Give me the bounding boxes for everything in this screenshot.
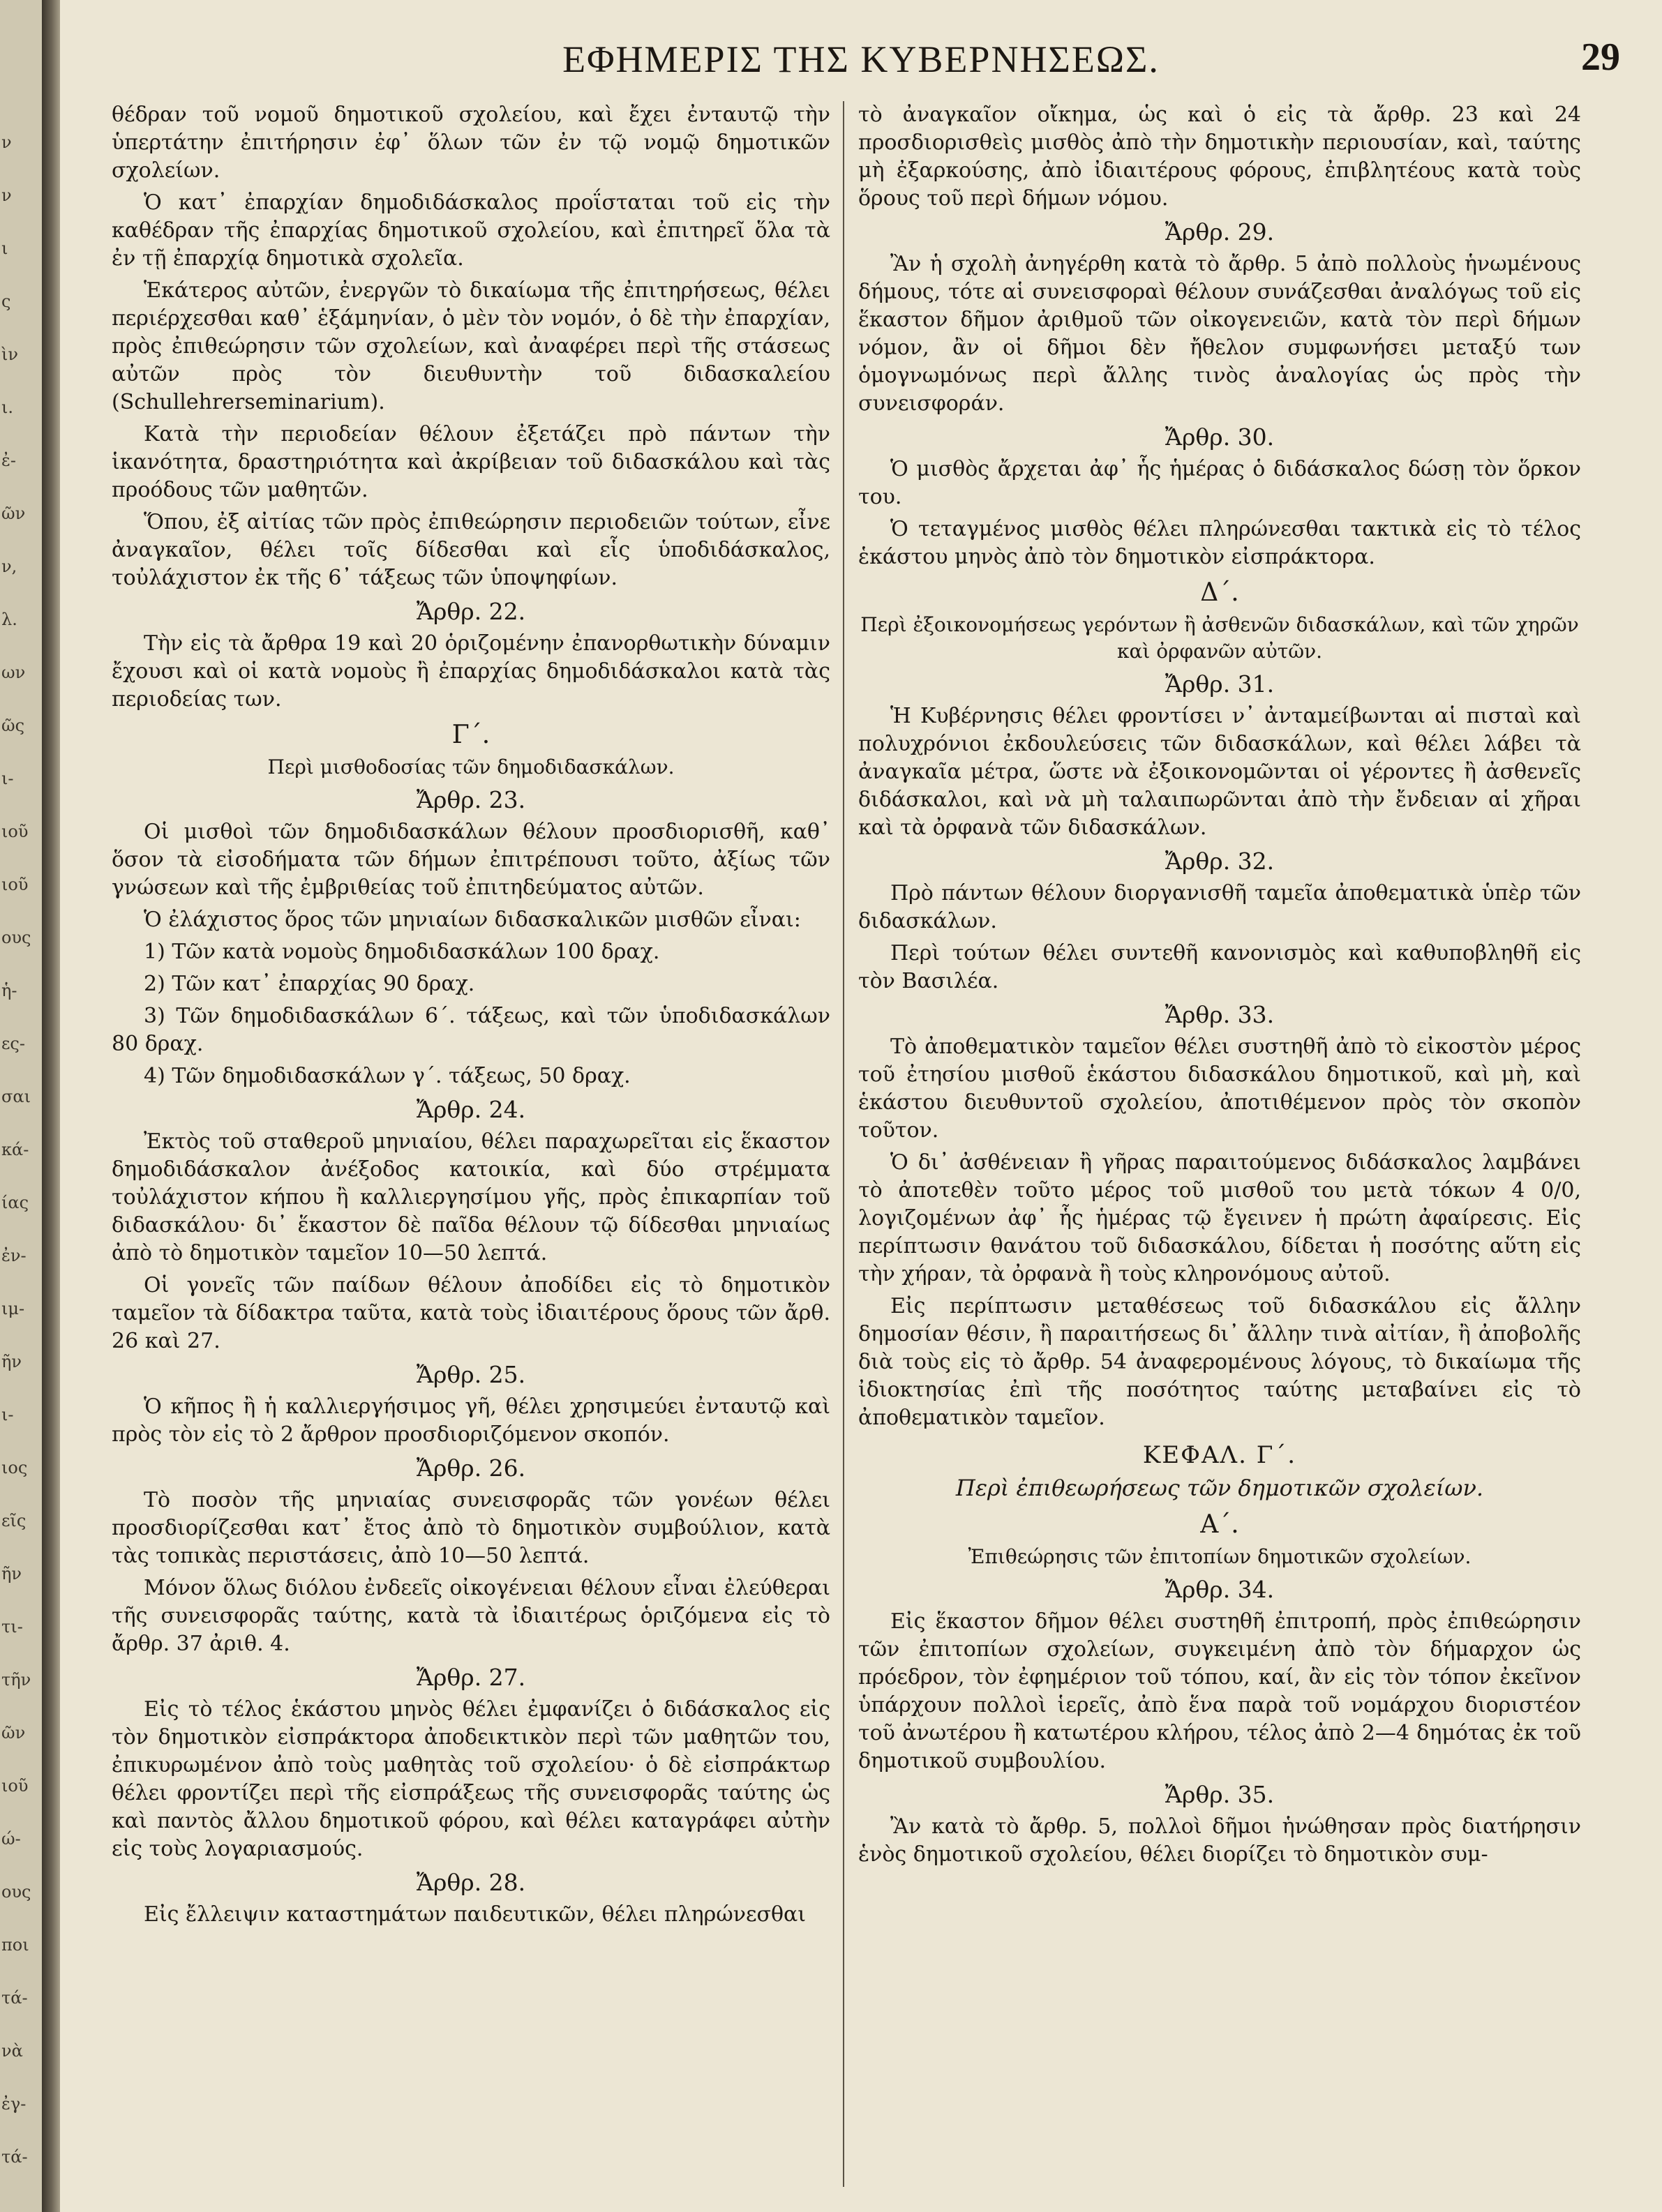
paragraph: Ἂν ἡ σχολὴ ἀνηγέρθη κατὰ τὸ ἄρθρ. 5 ἀπὸ πολλοὺς ἡνωμένους δήμους, τότε αἱ συνεισφοραὶ θέλουν συνάζεσθαι ἀναλόγως τοῦ εἰς ἕκαστον δῆμον ἀριθμοῦ τῶν οἰκογενειῶν, κατὰ τὸν περὶ δήμων νόμον, ἂν οἱ δῆμοι δὲν ἤθελον συμφωνήσει μεταξύ των ὁμογνωμόνως περὶ ἄλλης τινὸς ἀναλογίας ὡς πρὸς τὴν συνεισφοράν.	[858, 252, 1581, 416]
paragraph: θέδραν τοῦ νομοῦ δημοτικοῦ σχολείου, καὶ ἔχει ἐνταυτῷ τὴν ὑπερτάτην ἐπιτήρησιν ἐφ᾽ ὅλων τῶν ἐν τῷ νομῷ δημοτικῶν σχολείων.	[112, 103, 830, 183]
margin-fragment: τι-	[1, 1617, 23, 1637]
margin-fragment: τῆν	[1, 1670, 31, 1690]
left-page-gutter	[0, 0, 42, 2212]
margin-fragment: ῶν	[1, 1723, 26, 1743]
article-heading: Ἄρθρ. 28.	[416, 1869, 526, 1896]
margin-fragment: ιοῦ	[1, 875, 29, 894]
margin-fragment: ν,	[1, 557, 17, 576]
article-heading: Ἄρθρ. 26.	[416, 1454, 526, 1482]
margin-fragment: ίας	[1, 1193, 29, 1212]
margin-fragment: τά-	[1, 1988, 28, 2008]
margin-fragment: ες-	[1, 1034, 25, 1053]
paragraph: Ὁ μισθὸς ἄρχεται ἀφ᾽ ἧς ἡμέρας ὁ διδάσκαλος δώσῃ τὸν ὅρκον του.	[858, 457, 1581, 509]
margin-fragment: ν	[1, 133, 12, 152]
paragraph: τὸ ἀναγκαῖον οἴκημα, ὡς καὶ ὁ εἰς τὰ ἄρθρ. 23 καὶ 24 προσδιορισθεὶς μισθὸς ἀπὸ τὴν δημοτικὴν περιουσίαν, καὶ, ταύτης μὴ ἐξαρκούσης, ἀπὸ ἰδιαιτέρους φόρους, ἐπιβλητέους κατὰ τοὺς ὅρους τοῦ περὶ δήμων νόμου.	[858, 103, 1581, 211]
margin-fragment: ῆν	[1, 1352, 22, 1371]
margin-fragment: ῆν	[1, 1564, 22, 1583]
paragraph: Ὁ τεταγμένος μισθὸς θέλει πληρώνεσθαι τακτικὰ εἰς τὸ τέλος ἑκάστου μηνὸς ἀπὸ τὸν δημοτικὸν εἰσπράκτορα.	[858, 517, 1581, 569]
section-letter: Γ΄.	[451, 721, 491, 749]
article-heading: Ἄρθρ. 32.	[1165, 848, 1275, 875]
margin-fragment: ι-	[1, 769, 14, 788]
book-spine	[42, 0, 60, 2212]
paragraph: Ὁ κῆπος ἢ ἡ καλλιεργήσιμος γῆ, θέλει χρησιμεύει ἐνταυτῷ καὶ πρὸς τὸν εἰς τὸ 2 ἄρθρον προσδιοριζόμενον σκοπόν.	[112, 1394, 830, 1447]
margin-fragment: τά-	[1, 2147, 28, 2167]
article-heading: Ἄρθρ. 23.	[416, 786, 526, 813]
column-divider	[843, 101, 844, 2187]
margin-fragment: ποι	[1, 1935, 29, 1955]
section-title: Περὶ ἐξοικονομήσεως γερόντων ἢ ἀσθενῶν διδασκάλων, καὶ τῶν χηρῶν καὶ ὀρφανῶν αὐτῶν.	[860, 613, 1579, 663]
article-heading: Ἄρθρ. 34.	[1165, 1576, 1275, 1603]
paragraph: Ὁ κατ᾽ ἐπαρχίαν δημοδιδάσκαλος προΐσταται τοῦ εἰς τὴν καθέδραν τῆς ἐπαρχίας δημοτικοῦ σχολείου, καὶ ἐπιτηρεῖ ὅλα τὰ ἐν τῇ ἐπαρχίᾳ δημοτικὰ σχολεῖα.	[112, 190, 830, 271]
paragraph: Κατὰ τὴν περιοδείαν θέλουν ἐξετάζει πρὸ πάντων τὴν ἱκανότητα, δραστηριότητα καὶ ἀκρίβειαν τοῦ διδασκάλου καὶ τὰς προόδους τῶν μαθητῶν.	[112, 422, 830, 502]
margin-fragment: ἡ-	[1, 981, 17, 1000]
page-title: ΕΦΗΜΕΡΙΣ ΤΗΣ ΚΥΒΕΡΝΗΣΕΩΣ.	[562, 38, 1160, 80]
paragraph: 1) Τῶν κατὰ νομοὺς δημοδιδασκάλων 100 δραχ.	[144, 940, 660, 964]
margin-fragment: κά-	[1, 1140, 29, 1159]
margin-fragment: ῶν	[1, 504, 26, 523]
article-heading: Ἄρθρ. 30.	[1165, 423, 1275, 451]
paragraph: Τὸ ἀποθεματικὸν ταμεῖον θέλει συστηθῆ ἀπὸ τὸ εἰκοστὸν μέρος τοῦ ἐτησίου μισθοῦ ἑκάστου διδασκάλου δημοτικοῦ, καὶ μὴ, καὶ ἑκάστου διευθυντοῦ σχολείου, ἀποτιθέμενον πρὸς τὸν σκοπὸν τοῦτον.	[858, 1034, 1581, 1143]
paragraph: 3) Τῶν δημοδιδασκάλων 6΄. τάξεως, καὶ τῶν ὑποδιδασκάλων 80 δραχ.	[112, 1004, 830, 1056]
paragraph: 2) Τῶν κατ᾽ ἐπαρχίας 90 δραχ.	[144, 972, 475, 996]
margin-fragment: ώ-	[1, 1829, 21, 1849]
margin-fragment: ἐγ-	[1, 2094, 27, 2114]
article-heading: Ἄρθρ. 29.	[1165, 218, 1275, 246]
margin-fragment: ς	[1, 292, 11, 311]
right-column	[858, 101, 1581, 2187]
page-number: 29	[1581, 36, 1620, 79]
margin-fragment: ι-	[1, 1405, 14, 1424]
section-letter: Α΄.	[1200, 1510, 1239, 1539]
paragraph: 4) Τῶν δημοδιδασκάλων γ΄. τάξεως, 50 δραχ.	[144, 1064, 631, 1088]
margin-fragment: σαι	[1, 1087, 31, 1106]
margin-fragment: ους	[1, 928, 31, 947]
article-heading: Ἄρθρ. 33.	[1165, 1001, 1275, 1028]
chapter-heading: ΚΕΦΑΛ. Γ΄.	[1142, 1441, 1297, 1469]
page	[60, 0, 1662, 2212]
margin-fragment: ους	[1, 1882, 31, 1902]
paragraph: Ὁ δι᾽ ἀσθένειαν ἢ γῆρας παραιτούμενος διδάσκαλος λαμβάνει τὸ ἀποτεθὲν τοῦτο μέρος τοῦ μισθοῦ του μετὰ τόκων 4 0/0, λογιζομένων ἀφ᾽ ἧς ἡμέρας τῷ ἔγεινεν ἡ πρώτη ἀφαίρεσις. Εἰς περίπτωσιν θανάτου τοῦ διδασκάλου, δίδεται ἡ ποσότης αὕτη εἰς τὴν χήραν, τὰ ὀρφανὰ ἢ τοὺς κληρονόμους αὐτοῦ.	[858, 1150, 1581, 1286]
paragraph: Εἰς τὸ τέλος ἑκάστου μηνὸς θέλει ἐμφανίζει ὁ διδάσκαλος εἰς τὸν δημοτικὸν εἰσπράκτορα ἀποδεικτικὸν περὶ τῶν μαθητῶν του, ἐπικυρωμένον ἀπὸ τοὺς μαθητὰς τοῦ σχολείου· ὁ δὲ εἰσπράκτωρ θέλει φροντίζει περὶ τῆς εἰσπράξεως τῆς συνεισφορᾶς ταύτης ὡς καὶ παντὸς ἄλλου δημοτικοῦ φόρου, καὶ θέλει καταγράφει αὐτὴν εἰς τοὺς λογαριασμούς.	[112, 1697, 830, 1861]
left-column	[112, 101, 830, 2187]
margin-fragment: ιος	[1, 1458, 28, 1477]
paragraph: Ἡ Κυβέρνησις θέλει φροντίσει ν᾽ ἀνταμείβωνται αἱ πισταὶ καὶ πολυχρόνιοι ἐκδουλεύσεις τῶν διδασκάλων, καὶ θέλει λάβει τὰ ἀναγκαῖα μέτρα, ὥστε νὰ ἐξοικονομῶνται οἱ γέροντες ἢ ἀσθενεῖς διδάσκαλοι, καὶ νὰ μὴ ταλαιπωρῶνται ἀπὸ τὴν ἔνδειαν αἱ χῆραι καὶ τὰ ὀρφανὰ τῶν διδασκάλων.	[858, 704, 1581, 840]
margin-fragment: ιμ-	[1, 1299, 25, 1318]
paragraph: Οἱ γονεῖς τῶν παίδων θέλουν ἀποδίδει εἰς τὸ δημοτικὸν ταμεῖον τὰ δίδακτρα ταῦτα, κατὰ τοὺς ἰδιαιτέρους ὅρους τῶν ἄρθ. 26 καὶ 27.	[112, 1273, 830, 1353]
margin-fragment: ιοῦ	[1, 822, 29, 841]
chapter-title: Περὶ ἐπιθεωρήσεως τῶν δημοτικῶν σχολείων.	[955, 1475, 1484, 1501]
article-heading: Ἄρθρ. 22.	[416, 598, 526, 625]
margin-fragment: ιοῦ	[1, 1776, 29, 1796]
paragraph: Μόνον ὅλως διόλου ἐνδεεῖς οἰκογένειαι θέλουν εἶναι ἐλεύθεραι τῆς συνεισφορᾶς ταύτης, κατὰ τὰ ἰδιαιτέρως ὁριζόμενα εἰς τὸ ἄρθρ. 37 ἀριθ. 4.	[112, 1576, 830, 1656]
margin-fragment: ἐν-	[1, 1246, 27, 1265]
article-heading: Ἄρθρ. 25.	[416, 1361, 526, 1388]
margin-fragment: ων	[1, 663, 26, 682]
margin-fragment: ἐ-	[1, 451, 16, 470]
section-title: Ἐπιθεώρησις τῶν ἐπιτοπίων δημοτικῶν σχολείων.	[968, 1545, 1472, 1568]
paragraph: Οἱ μισθοὶ τῶν δημοδιδασκάλων θέλουν προσδιορισθῆ, καθ᾽ ὅσον τὰ εἰσοδήματα τῶν δήμων ἐπιτρέπουσι τοῦτο, ἀξίως τῶν γνώσεων καὶ τῆς ἐμβριθείας τοῦ ἐπιτηδεύματος αὐτῶν.	[112, 820, 830, 900]
paragraph: Εἰς ἕκαστον δῆμον θέλει συστηθῆ ἐπιτροπή, πρὸς ἐπιθεώρησιν τῶν ἐπιτοπίων σχολείων, συγκειμένη ἀπὸ τὸν δήμαρχον ὡς πρόεδρον, τὸν ἐφημέριον τοῦ τόπου, καί, ἂν εἰς τὸν τόπον ἐκεῖνον ὑπάρχουν πολλοὶ ἱερεῖς, ἀπὸ ἕνα παρὰ τοῦ νομάρχου διοριστέον τοῦ ἀνωτέρου ἢ κατωτέρου κλήρου, τέλος ἀπὸ 2—4 δημότας ἐκ τοῦ δημοτικοῦ συμβουλίου.	[858, 1609, 1581, 1773]
margin-fragment: ι	[1, 239, 8, 258]
paragraph: Τὸ ποσὸν τῆς μηνιαίας συνεισφορᾶς τῶν γονέων θέλει προσδιορίζεσθαι κατ᾽ ἔτος ἀπὸ τὸ δημοτικὸν συμβούλιον, κατὰ τὰς τοπικὰς περιστάσεις, ἀπὸ 10—50 λεπτά.	[112, 1488, 830, 1568]
margin-fragment: ὶν	[1, 345, 18, 364]
paragraph: Περὶ τούτων θέλει συντεθῆ κανονισμὸς καὶ καθυποβληθῆ εἰς τὸν Βασιλέα.	[858, 941, 1581, 993]
article-heading: Ἄρθρ. 24.	[416, 1096, 526, 1123]
margin-fragment: εῖς	[1, 1511, 27, 1530]
article-heading: Ἄρθρ. 31.	[1165, 670, 1275, 698]
paragraph: Ὅπου, ἐξ αἰτίας τῶν πρὸς ἐπιθεώρησιν περιοδειῶν τούτων, εἶνε ἀναγκαῖον, θέλει τοῖς δίδεσθαι καὶ εἷς ὑποδιδάσκαλος, τοὐλάχιστον ἐκ τῆς 6᾽ τάξεως τῶν ὑποψηφίων.	[112, 510, 830, 590]
article-heading: Ἄρθρ. 27.	[416, 1664, 526, 1691]
section-title: Περὶ μισθοδοσίας τῶν δημοδιδασκάλων.	[267, 755, 675, 778]
margin-fragment: ι.	[1, 398, 14, 417]
paragraph: Ἐκτὸς τοῦ σταθεροῦ μηνιαίου, θέλει παραχωρεῖται εἰς ἕκαστον δημοδιδάσκαλον ἀνέξοδος κατοικία, καὶ δύο στρέμματα τοὐλάχιστον κήπου ἢ καλλιεργησίμου γῆς, πρὸς ἐπικαρπίαν τοῦ διδασκάλου· δι᾽ ἕκαστον δὲ παῖδα θέλουν τῷ δίδεσθαι μηνιαίως ἀπὸ τὸ δημοτικὸν ταμεῖον 10—50 λεπτά.	[112, 1129, 830, 1265]
paragraph: Εἰς περίπτωσιν μεταθέσεως τοῦ διδασκάλου εἰς ἄλλην δημοσίαν θέσιν, ἢ παραιτήσεως δι᾽ ἄλλην τινὰ αἰτίαν, ἢ ἀποβολῆς διὰ τοὺς εἰς τὸ ἄρθρ. 54 ἀναφερομένους λόγους, τὸ δικαίωμα τῆς ἰδιοκτησίας ἐπὶ τῆς ποσότητος ταύτης μεταβαίνει εἰς τὸ ἀποθεματικὸν ταμεῖον.	[858, 1294, 1581, 1430]
paragraph: Ὁ ἐλάχιστος ὅρος τῶν μηνιαίων διδασκαλικῶν μισθῶν εἶναι:	[144, 908, 801, 932]
margin-fragment: λ.	[1, 610, 17, 629]
paragraph: Τὴν εἰς τὰ ἄρθρα 19 καὶ 20 ὁριζομένην ἐπανορθωτικὴν δύναμιν ἔχουσι καὶ οἱ κατὰ νομοὺς ἢ ἐπαρχίας δημοδιδάσκαλοι κατὰ τὰς περιοδείας των.	[112, 631, 830, 712]
paragraph: Ἂν κατὰ τὸ ἄρθρ. 5, πολλοὶ δῆμοι ἡνώθησαν πρὸς διατήρησιν ἑνὸς δημοτικοῦ σχολείου, θέλει διορίζει τὸ δημοτικὸν συμ-	[858, 1814, 1581, 1867]
page-header	[60, 28, 1662, 91]
margin-fragment: ῶς	[1, 716, 25, 735]
paragraph: Πρὸ πάντων θέλουν διοργανισθῆ ταμεῖα ἀποθεματικὰ ὑπὲρ τῶν διδασκάλων.	[858, 881, 1581, 933]
paragraph: Ἑκάτερος αὐτῶν, ἐνεργῶν τὸ δικαίωμα τῆς ἐπιτηρήσεως, θέλει περιέρχεσθαι καθ᾽ ἑξάμηνίαν, ὁ μὲν τὸν νομόν, ὁ δὲ τὴν ἐπαρχίαν, πρὸς ἐπιθεώρησιν τῶν σχολείων, καὶ ἀναφέρει περὶ τῆς στάσεως αὐτῶν πρὸς τὸν διευθυντὴν τοῦ διδασκαλείου (Schullehrerseminarium).	[112, 278, 830, 414]
margin-fragment: ν	[1, 186, 12, 205]
paragraph: Εἰς ἔλλειψιν καταστημάτων παιδευτικῶν, θέλει πληρώνεσθαι	[144, 1902, 807, 1927]
section-letter: Δ΄.	[1200, 578, 1239, 607]
article-heading: Ἄρθρ. 35.	[1165, 1781, 1275, 1808]
margin-fragment: νὰ	[1, 2041, 23, 2061]
